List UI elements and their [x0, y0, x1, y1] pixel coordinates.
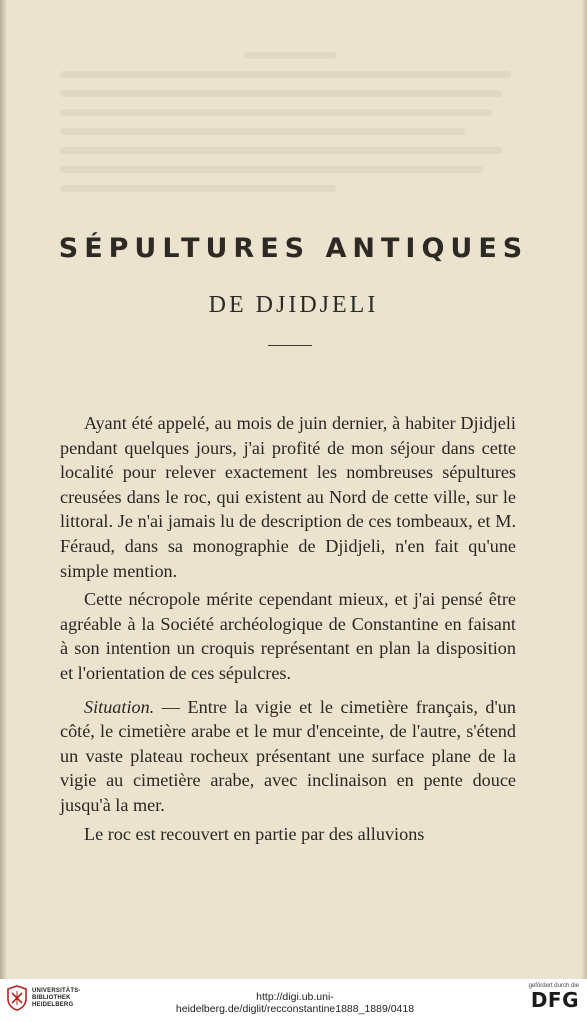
paragraph: Le roc est recouvert en partie par des alluvions	[84, 823, 425, 844]
bleed-through-text	[60, 40, 520, 204]
sponsor-caption: gefördert durch die	[528, 983, 579, 989]
section-label: Situation.	[84, 696, 155, 717]
body-text	[60, 411, 516, 846]
paragraph: Cette nécropole mérite cependant mieux, et j'ai pensé être agréable à la Société archéologique de Constantine en faisant à son intention un croquis représentant en plan la disposition et l'orientation de ces sépulcres.	[60, 589, 516, 683]
permalink-url[interactable]: http://digi.ub.uni-heidelberg.de/diglit/recconstantine1888_1889/0418	[175, 991, 415, 1015]
university-logo[interactable]	[6, 985, 81, 1011]
dfg-sponsor[interactable]	[529, 983, 579, 1011]
page-title: SÉPULTURES ANTIQUES	[58, 233, 529, 264]
page-subtitle: DE DJIDJELI	[208, 292, 379, 318]
section-text: — Entre la vigie et le cimetière français, d'un côté, le cimetière arabe et le mur d'enceinte, de l'autre, s'étend un vaste plateau rocheux présentant une surface plane de la vigie au cimetière arabe, avec inclinaison en pente douce jusqu'à la mer.	[60, 696, 516, 815]
section-paragraph	[60, 695, 516, 818]
paragraph: Ayant été appelé, au mois de juin dernier, à habiter Djidjeli pendant quelques jours, j'ai profité de mon séjour dans cette localité pour relever exactement les nombreuses sépultures creusées dans le roc, qui existent au Nord de cette ville, sur le littoral. Je n'ai jamais lu de description de ces tombeaux, et M. Féraud, dans sa monographie de Djidjeli, n'en fait qu'une simple mention.	[60, 413, 516, 581]
dfg-logo: DFG	[530, 988, 579, 1012]
viewer-footer	[0, 979, 587, 1022]
title-divider	[268, 345, 312, 346]
library-seal-icon	[6, 985, 28, 1011]
university-name: UNIVERSITÄTS- BIBLIOTHEK HEIDELBERG	[32, 987, 81, 1008]
